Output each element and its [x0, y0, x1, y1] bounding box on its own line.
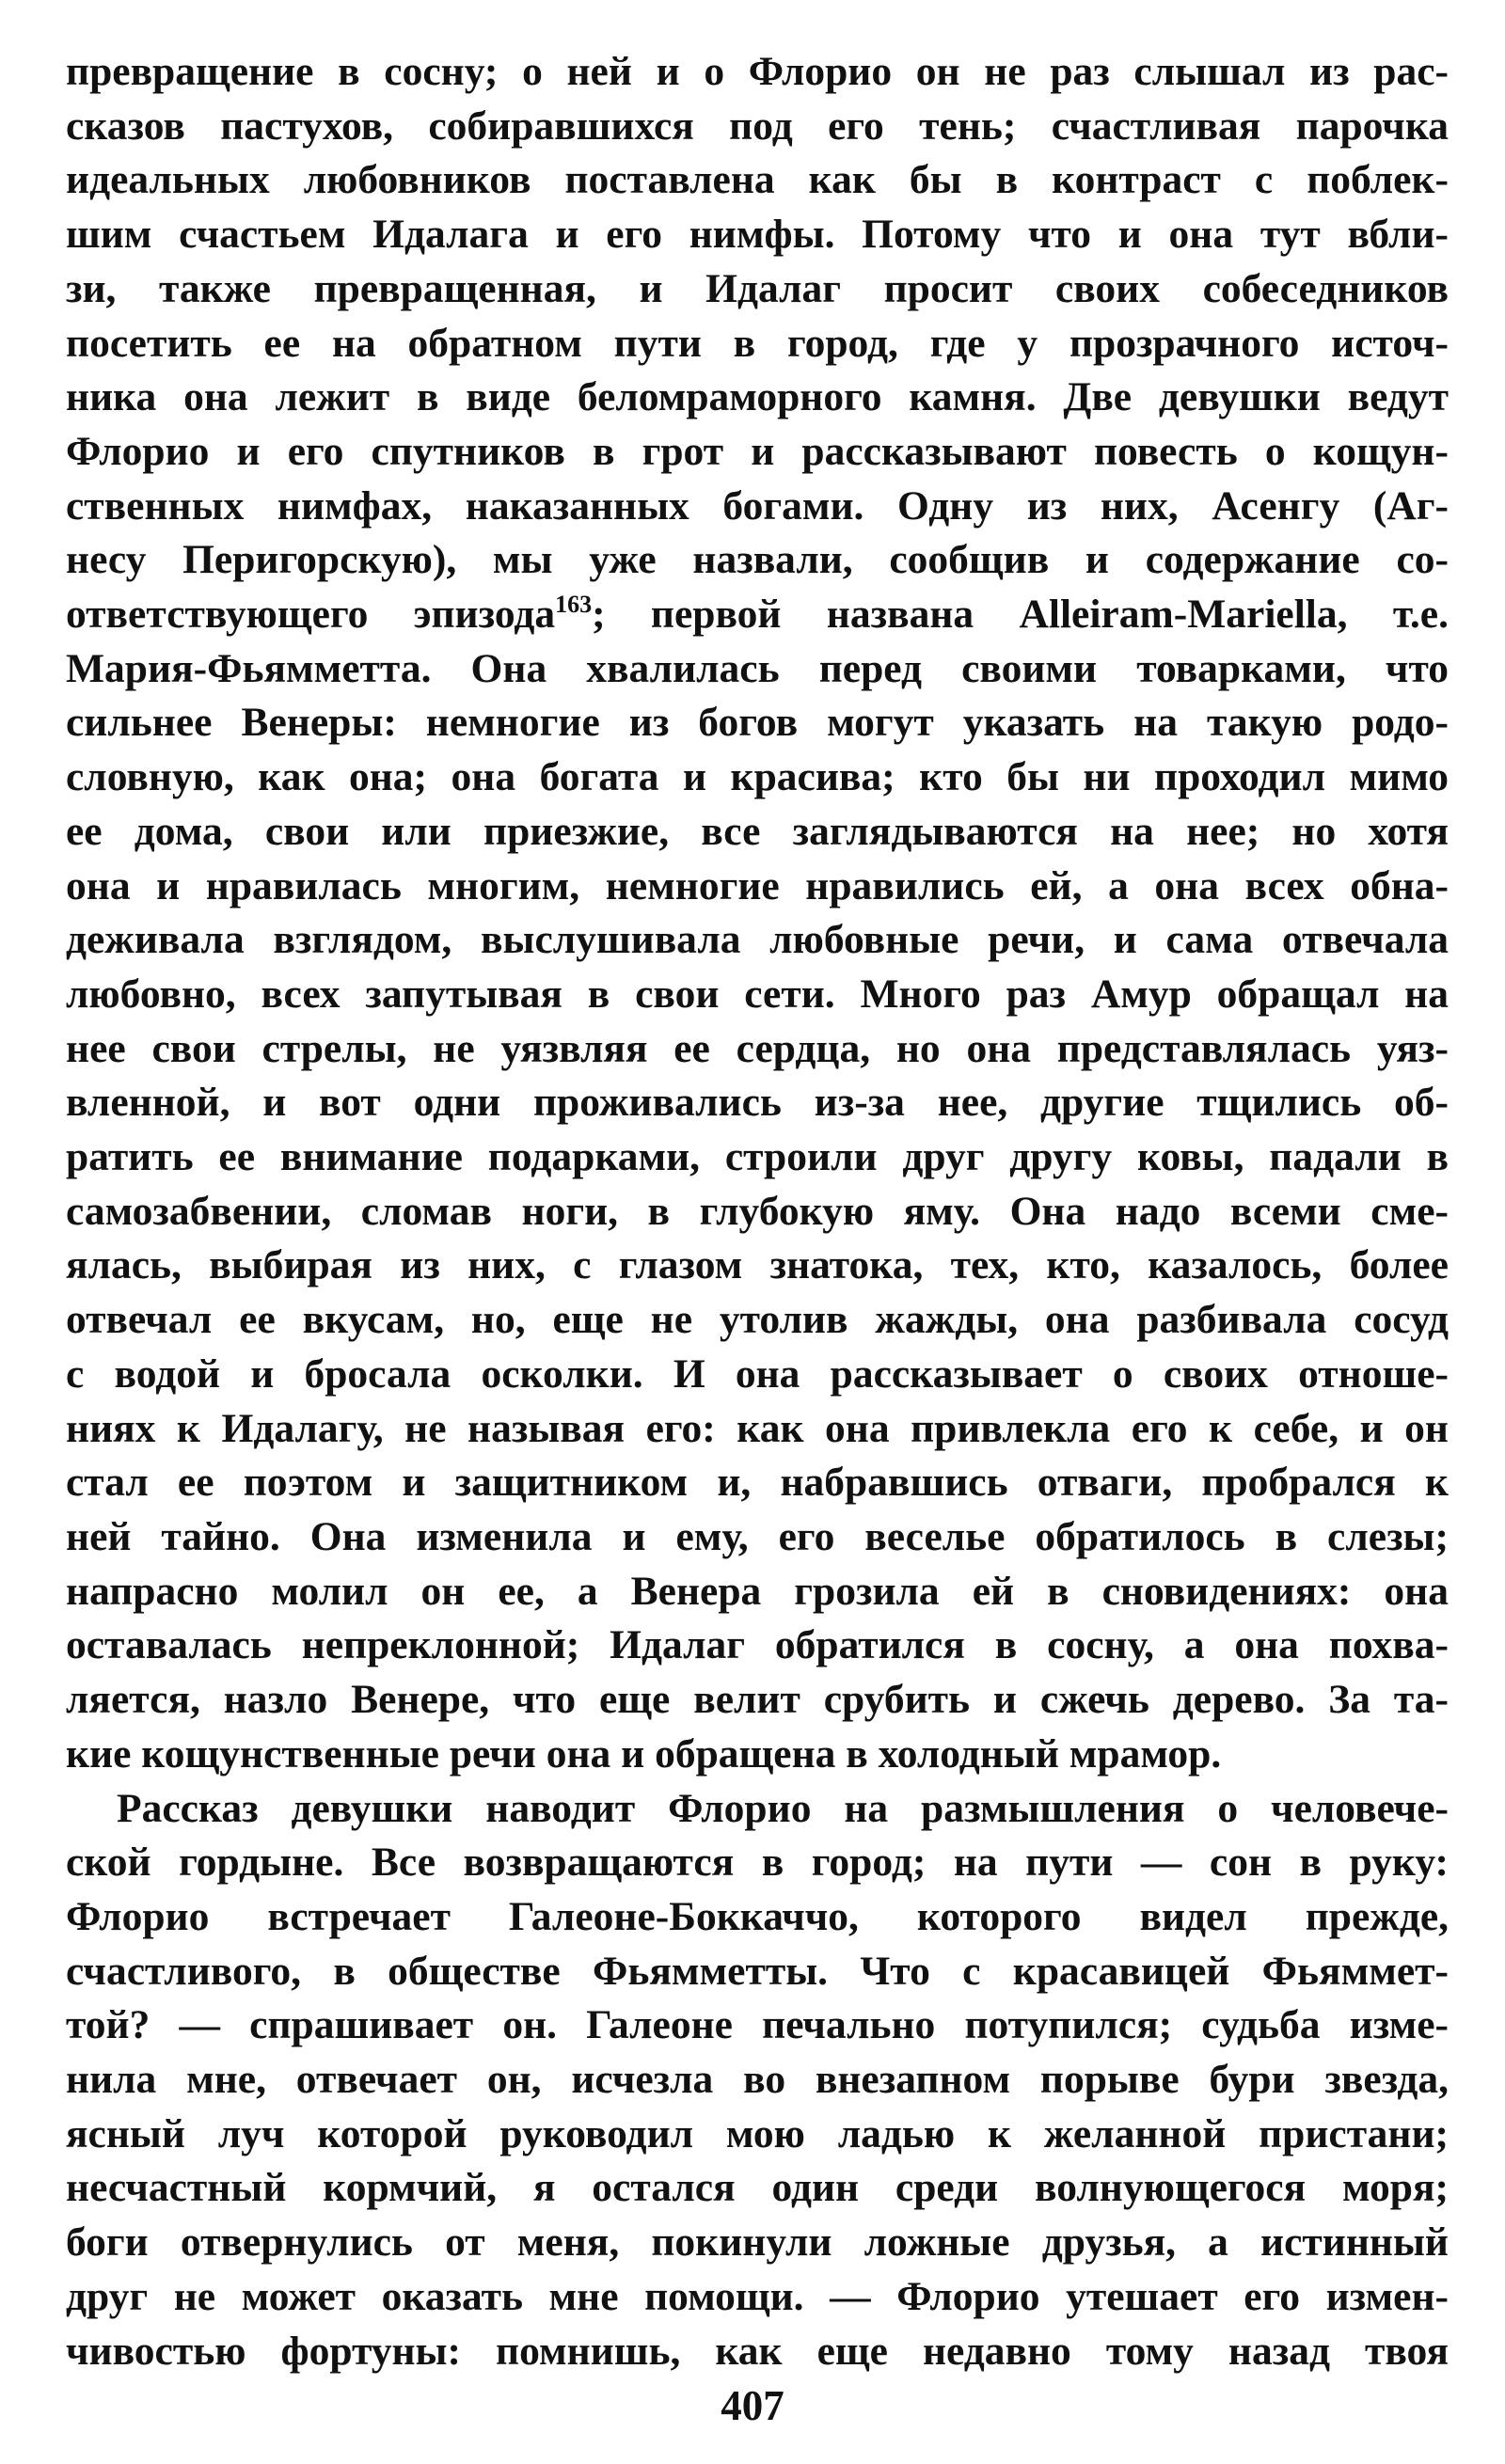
text-line: сказов пастухов, собиравшихся под его тень; счастливая парочка [66, 103, 1449, 149]
text-line: вленной, и вот одни проживались из-за нее, другие тщились об- [66, 1080, 1449, 1126]
text-line: ясный луч которой руководил мою ладью к желанной пристани; [66, 2110, 1449, 2156]
text-line: любовно, всех запутывая в свои сети. Много раз Амур обращал на [66, 971, 1449, 1017]
text-line: Флорио встречает Галеоне-Боккаччо, которого видел прежде, [66, 1893, 1449, 1939]
text-line: ниях к Идалагу, не называя его: как она привлекла его к себе, и он [66, 1405, 1449, 1451]
text-line: чивостью фортуны: помнишь, как еще недавно тому назад твоя [66, 2328, 1449, 2374]
text-line: нее свои стрелы, не уязвляя ее сердца, но она представлялась уяз- [66, 1025, 1449, 1071]
text-line-with-footnote [66, 588, 1449, 642]
text-line: словную, как она; она богата и красива; кто бы ни проходил мимо [66, 754, 1449, 800]
text-line: нила мне, отвечает он, исчезла во внезапном порыве бури звезда, [66, 2057, 1449, 2103]
text-line: несчастный кормчий, я остался один среди волнующегося моря; [66, 2165, 1449, 2211]
text-segment: ; первой названа Alleiram-Mariella, т.е. [592, 592, 1449, 638]
text-line: счастливого, в обществе Фьямметты. Что с красавицей Фьяммет- [66, 1948, 1449, 1994]
paragraph-2 [66, 1782, 1449, 2379]
text-line: самозабвении, сломав ноги, в глубокую яму. Она надо всеми сме- [66, 1188, 1449, 1234]
text-line: ственных нимфах, наказанных богами. Одну из них, Асенгу (Аг- [66, 482, 1449, 529]
text-line: превращение в сосну; о ней и о Флорио он не раз слышал из рас- [66, 49, 1449, 94]
text-line: ялась, выбирая из них, с глазом знатока, тех, кто, казалось, более [66, 1242, 1449, 1288]
text-line: ней тайно. Она изменила и ему, его веселье обратилось в слезы; [66, 1513, 1449, 1559]
paragraph-1 [66, 45, 1449, 1782]
text-line: шим счастьем Идалага и его нимфы. Потому что и она тут вбли- [66, 212, 1449, 258]
text-line: Флорио и его спутников в грот и рассказывают повесть о кощун- [66, 428, 1449, 474]
text-line: боги отвернулись от меня, покинули ложные друзья, а истинный [66, 2219, 1449, 2266]
text-line: Мария-Фьямметта. Она хвалилась перед своими товарками, что [66, 645, 1449, 691]
text-line: ее дома, свои или приезжие, все заглядываются на нее; но хотя [66, 808, 1449, 854]
text-line: несу Перигорскую), мы уже назвали, сообщив и содержание со- [66, 537, 1449, 583]
text-line: оставалась непреклонной; Идалаг обратился в сосну, а она похва- [66, 1622, 1449, 1668]
text-line-last: кие кощунственные речи она и обращена в холодный мрамор. [66, 1730, 1222, 1777]
text-line: той? — спрашивает он. Галеоне печально потупился; судьба изме- [66, 2002, 1449, 2048]
text-line: стал ее поэтом и защитником и, набравшись отваги, пробрался к [66, 1460, 1449, 1506]
text-line: ляется, назло Венере, что еще велит срубить и сжечь дерево. За та- [66, 1677, 1449, 1723]
text-line: сильнее Венеры: немногие из богов могут указать на такую родо- [66, 700, 1449, 746]
text-line-first: Рассказ девушки наводит Флорио на размышления о человече- [117, 1785, 1449, 1831]
text-line: друг не может оказать мне помощи. — Флорио утешает его измен- [66, 2273, 1449, 2319]
text-line: отвечал ее вкусам, но, еще не утолив жажды, она разбивала сосуд [66, 1297, 1449, 1343]
text-line: идеальных любовников поставлена как бы в контраст с поблек- [66, 157, 1449, 203]
text-line: ратить ее внимание подарками, строили друг другу ковы, падали в [66, 1134, 1449, 1180]
text-line: ской гордыне. Все возвращаются в город; на пути — сон в руку: [66, 1840, 1449, 1886]
text-line: напрасно молил он ее, а Венера грозила ей в сновидениях: она [66, 1568, 1449, 1614]
text-line: ника она лежит в виде беломраморного камня. Две девушки ведут [66, 374, 1449, 420]
footnote-reference[interactable]: 163 [555, 591, 593, 619]
text-line: посетить ее на обратном пути в город, где у прозрачного источ- [66, 320, 1449, 366]
text-line: зи, также превращенная, и Идалаг просит своих собеседников [66, 265, 1449, 311]
text-line: деживала взглядом, выслушивала любовные речи, и сама отвечала [66, 917, 1449, 963]
text-segment: ответствующего эпизода [66, 592, 556, 638]
page-number: 407 [721, 2382, 784, 2429]
page-body [66, 45, 1449, 2378]
text-line: с водой и бросала осколки. И она рассказывает о своих отноше- [66, 1350, 1449, 1397]
text-line: она и нравилась многим, немногие нравились ей, а она всех обна- [66, 862, 1449, 908]
